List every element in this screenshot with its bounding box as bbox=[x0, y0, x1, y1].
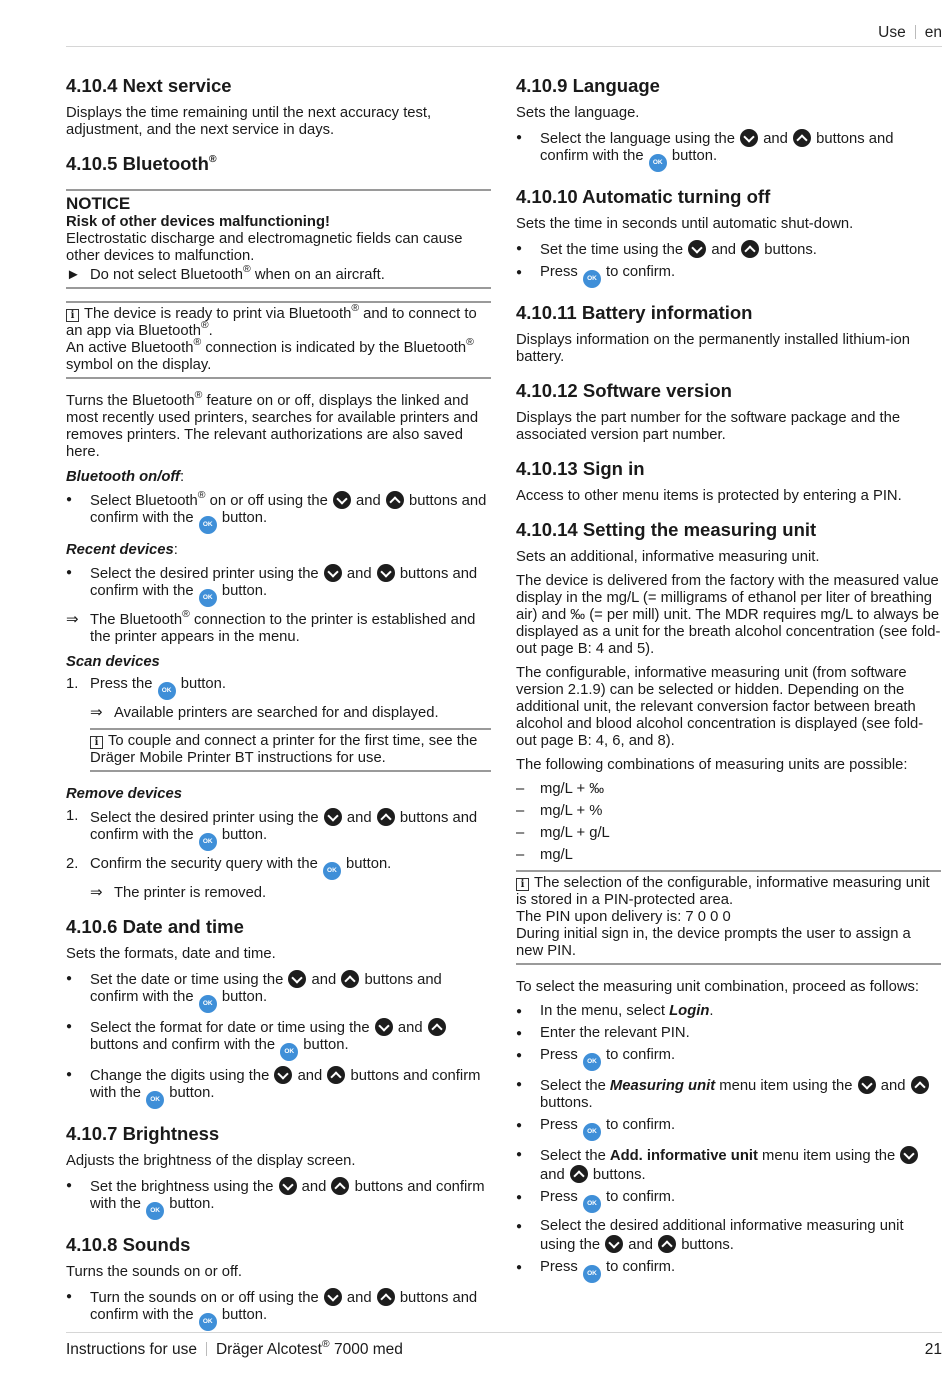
footer-model: 7000 med bbox=[329, 1341, 403, 1358]
step-text: Select the desired printer using the bbox=[90, 810, 323, 826]
list-item bbox=[66, 1066, 491, 1109]
step-text: and bbox=[876, 1078, 910, 1094]
down-button-icon bbox=[274, 1066, 292, 1084]
heading-sign-in: 4.10.13 Sign in bbox=[516, 458, 645, 479]
list-item bbox=[66, 676, 491, 700]
header-divider bbox=[915, 25, 916, 39]
down-button-icon bbox=[740, 129, 758, 147]
battery-text: Displays information on the permanently installed lithium-ion battery. bbox=[516, 332, 910, 365]
bluetooth-intro-text: Turns the Bluetooth bbox=[66, 393, 195, 409]
triangle-arrow-icon: ► bbox=[66, 267, 81, 283]
up-button-icon bbox=[793, 129, 811, 147]
step-text: and bbox=[342, 810, 376, 826]
step-text: Select the desired additional informative measuring unit using the bbox=[540, 1218, 904, 1253]
step-text: to confirm. bbox=[601, 264, 676, 280]
step-text: buttons and confirm with the bbox=[90, 1179, 485, 1212]
list-item bbox=[516, 1218, 941, 1254]
down-button-icon bbox=[375, 1018, 393, 1036]
info-icon: i bbox=[516, 878, 529, 891]
brightness-text: Adjusts the brightness of the display screen. bbox=[66, 1153, 356, 1169]
notice-text: Electrostatic discharge and electromagnetic fields can cause other devices to malfunction. bbox=[66, 231, 463, 264]
heading-bluetooth-text: 4.10.5 Bluetooth bbox=[66, 153, 209, 174]
step-text: Select the language using the bbox=[540, 131, 740, 147]
result-item bbox=[90, 705, 491, 722]
ok-button-icon: OK bbox=[583, 1195, 601, 1213]
step-text: Press the bbox=[90, 676, 157, 692]
subheading-remove-devices: Remove devices bbox=[66, 786, 182, 802]
heading-sounds: 4.10.8 Sounds bbox=[66, 1234, 191, 1255]
step-text: buttons. bbox=[760, 242, 817, 258]
step-text: button. bbox=[217, 1307, 268, 1323]
info-text: and to connect to an app via Bluetooth bbox=[66, 306, 477, 339]
info-line bbox=[66, 302, 491, 340]
info-box-printer bbox=[90, 728, 491, 772]
heading-auto-off: 4.10.10 Automatic turning off bbox=[516, 186, 771, 207]
step-text: buttons. bbox=[677, 1237, 734, 1253]
step-text: on or off using the bbox=[205, 493, 332, 509]
info-text: . bbox=[208, 323, 213, 339]
footer-divider bbox=[206, 1342, 207, 1356]
step-text: Press bbox=[540, 1189, 582, 1205]
info-text: An active Bluetooth bbox=[66, 340, 194, 356]
list-item bbox=[516, 1003, 941, 1020]
ok-button-icon: OK bbox=[199, 589, 217, 607]
left-column bbox=[66, 60, 491, 1336]
down-button-icon bbox=[377, 564, 395, 582]
step-text: and bbox=[540, 1167, 569, 1183]
step-text: to confirm. bbox=[601, 1117, 676, 1133]
up-button-icon bbox=[331, 1177, 349, 1195]
up-button-icon bbox=[658, 1235, 676, 1253]
ok-button-icon: OK bbox=[199, 1313, 217, 1331]
info-text: The device is ready to print via Bluetooth bbox=[84, 306, 352, 322]
notice-action-text: Do not select Bluetooth bbox=[90, 267, 243, 283]
measuring-unit-p3: The configurable, informative measuring unit (from software version 2.1.9) can be selected or hidden. Depending on the additional unit, the relevant conversion factor between breath alcohol and blood alcohol concentration is displayed (see fold-out page B: 4, 6, and 8). bbox=[516, 665, 924, 749]
step-text: Press bbox=[540, 1047, 582, 1063]
up-button-icon bbox=[911, 1076, 929, 1094]
info-box-pin bbox=[516, 870, 941, 965]
step-text: Set the time using the bbox=[540, 242, 688, 258]
step-text: Set the brightness using the bbox=[90, 1179, 278, 1195]
footer-doc-label: Instructions for use bbox=[66, 1341, 197, 1358]
notice-action bbox=[66, 263, 491, 284]
up-button-icon bbox=[377, 808, 395, 826]
step-text: and bbox=[759, 131, 793, 147]
result-arrow-icon: ⇒ bbox=[66, 612, 79, 628]
subheading-text: Recent devices bbox=[66, 542, 174, 558]
reg-mark: ® bbox=[182, 608, 190, 621]
info-text: To couple and connect a printer for the first time, see the Dräger Mobile Printer BT instructions for use. bbox=[90, 733, 478, 766]
step-text: button. bbox=[165, 1196, 215, 1212]
step-text: buttons and confirm with the bbox=[90, 810, 478, 843]
bluetooth-intro bbox=[66, 389, 491, 461]
list-item bbox=[516, 1146, 941, 1184]
result-item bbox=[90, 885, 491, 902]
step-text: buttons. bbox=[588, 1167, 646, 1183]
step-text: Change the digits using the bbox=[90, 1068, 274, 1084]
ok-button-icon: OK bbox=[649, 154, 667, 172]
footer-doc-title bbox=[66, 1337, 403, 1359]
notice-action-text: when on an aircraft. bbox=[250, 267, 385, 283]
list-item bbox=[516, 1259, 941, 1283]
step-text: and bbox=[307, 972, 341, 988]
down-button-icon bbox=[324, 808, 342, 826]
step-text: and bbox=[342, 1290, 376, 1306]
step-text: menu item using the bbox=[757, 1148, 900, 1164]
heading-brightness: 4.10.7 Brightness bbox=[66, 1123, 220, 1144]
up-button-icon bbox=[386, 491, 404, 509]
reg-mark: ® bbox=[194, 389, 203, 402]
software-text: Displays the part number for the software package and the associated version part number. bbox=[516, 410, 901, 443]
step-text: Press bbox=[540, 264, 582, 280]
step-text: to confirm. bbox=[601, 1189, 676, 1205]
combo-item: – mg/L + % bbox=[516, 803, 941, 820]
list-item bbox=[66, 1018, 491, 1061]
colon: : bbox=[173, 542, 178, 558]
step-text: button. bbox=[217, 989, 268, 1005]
ok-button-icon: OK bbox=[146, 1202, 164, 1220]
notice-risk: Risk of other devices malfunctioning! bbox=[66, 214, 330, 230]
step-text: button. bbox=[217, 510, 268, 526]
step-text: Press bbox=[540, 1259, 582, 1275]
date-time-text: Sets the formats, date and time. bbox=[66, 946, 276, 962]
step-text: buttons and confirm with the bbox=[90, 1037, 280, 1053]
step-text: button. bbox=[165, 1085, 215, 1101]
step-text: Select the format for date or time using the bbox=[90, 1020, 374, 1036]
reg-mark: ® bbox=[197, 489, 206, 502]
header-section bbox=[878, 24, 942, 42]
info-line bbox=[516, 875, 941, 909]
list-item bbox=[66, 1288, 491, 1331]
list-item bbox=[516, 1189, 941, 1213]
list-item bbox=[66, 491, 491, 534]
info-line: During initial sign in, the device prompts the user to assign a new PIN. bbox=[516, 926, 911, 959]
list-item bbox=[66, 564, 491, 607]
step-text: and bbox=[293, 1068, 327, 1084]
step-text: buttons and confirm with the bbox=[540, 131, 894, 164]
reg-mark: ® bbox=[200, 319, 209, 332]
step-text: buttons. bbox=[540, 1095, 593, 1111]
step-text: and bbox=[624, 1237, 658, 1253]
info-icon: i bbox=[66, 309, 79, 322]
list-item bbox=[66, 808, 491, 851]
down-button-icon bbox=[858, 1076, 876, 1094]
menu-term: Measuring unit bbox=[609, 1078, 716, 1094]
step-text: button. bbox=[667, 148, 718, 164]
up-button-icon bbox=[741, 240, 759, 258]
step-text: buttons and confirm with the bbox=[90, 566, 478, 599]
step-text: Select the desired printer using the bbox=[90, 566, 323, 582]
step-text: Select the bbox=[540, 1078, 610, 1094]
list-item bbox=[516, 129, 941, 172]
page-number: 21 bbox=[924, 1341, 942, 1358]
reg-mark: ® bbox=[321, 1337, 330, 1350]
ok-button-icon: OK bbox=[146, 1091, 164, 1109]
up-button-icon bbox=[327, 1066, 345, 1084]
step-number: 2. bbox=[66, 856, 79, 872]
notice-box bbox=[66, 189, 491, 289]
page-footer bbox=[66, 1332, 942, 1373]
step-text: button. bbox=[341, 856, 392, 872]
down-button-icon bbox=[324, 1288, 342, 1306]
header-language: en bbox=[924, 24, 942, 41]
ok-button-icon: OK bbox=[280, 1043, 298, 1061]
ok-button-icon: OK bbox=[158, 682, 176, 700]
list-item bbox=[516, 1047, 941, 1071]
language-text: Sets the language. bbox=[516, 105, 640, 121]
down-button-icon bbox=[333, 491, 351, 509]
heading-date-time: 4.10.6 Date and time bbox=[66, 916, 244, 937]
reg-mark: ® bbox=[208, 152, 217, 165]
step-text: buttons and confirm with the bbox=[90, 1068, 481, 1101]
right-column bbox=[516, 60, 941, 1288]
subheading-recent-devices bbox=[66, 542, 491, 559]
result-arrow-icon: ⇒ bbox=[90, 885, 103, 901]
colon: : bbox=[179, 469, 185, 485]
list-item bbox=[516, 1117, 941, 1141]
step-text: and bbox=[707, 242, 741, 258]
step-text: menu item using the bbox=[715, 1078, 857, 1094]
step-text: and bbox=[393, 1020, 427, 1036]
step-text: buttons and confirm with the bbox=[90, 972, 442, 1005]
step-text: and bbox=[297, 1179, 331, 1195]
up-button-icon bbox=[341, 970, 359, 988]
result-text: Available printers are searched for and displayed. bbox=[114, 705, 439, 721]
ok-button-icon: OK bbox=[199, 516, 217, 534]
step-text: Turn the sounds on or off using the bbox=[90, 1290, 323, 1306]
next-service-text: Displays the time remaining until the next accuracy test, adjustment, and the next service in days. bbox=[66, 105, 432, 138]
ok-button-icon: OK bbox=[323, 862, 341, 880]
step-text: button. bbox=[217, 583, 268, 599]
list-item bbox=[516, 240, 941, 259]
step-text: Press bbox=[540, 1117, 582, 1133]
step-text: to confirm. bbox=[601, 1259, 676, 1275]
combo-item: – mg/L + g/L bbox=[516, 825, 941, 842]
ok-button-icon: OK bbox=[199, 995, 217, 1013]
result-item bbox=[66, 608, 491, 646]
step-text: buttons and confirm with the bbox=[90, 493, 487, 526]
subheading-scan-devices: Scan devices bbox=[66, 654, 160, 670]
info-box-bluetooth bbox=[66, 301, 491, 379]
up-button-icon bbox=[570, 1165, 588, 1183]
subheading-bluetooth-onoff bbox=[66, 469, 491, 486]
heading-language: 4.10.9 Language bbox=[516, 75, 660, 96]
measuring-unit-p4: The following combinations of measuring units are possible: bbox=[516, 757, 908, 773]
sign-in-text: Access to other menu items is protected by entering a PIN. bbox=[516, 488, 902, 504]
result-text: connection to the printer is established and the printer appears in the menu. bbox=[90, 612, 476, 645]
step-text: button. bbox=[176, 676, 226, 692]
heading-software: 4.10.12 Software version bbox=[516, 380, 732, 401]
ok-button-icon: OK bbox=[583, 1123, 601, 1141]
info-text: symbol on the display. bbox=[66, 357, 212, 373]
measuring-unit-p2: The device is delivered from the factory with the measured value display in the mg/L (= milligrams of ethanol per liter of breathing air) and ‰ (= per mill) unit. The MDR requires mg/L to always be displayed as a unit for the breath alcohol concentration (see fold-out page B: 4 and 5). bbox=[516, 573, 941, 657]
combo-item: – mg/L + ‰ bbox=[516, 781, 941, 798]
ok-button-icon: OK bbox=[199, 833, 217, 851]
step-text: Set the date or time using the bbox=[90, 972, 288, 988]
info-text: The selection of the configurable, informative measuring unit is stored in a PIN-protected area. bbox=[516, 875, 930, 908]
result-arrow-icon: ⇒ bbox=[90, 705, 103, 721]
list-item bbox=[66, 1177, 491, 1220]
measuring-unit-p1: Sets an additional, informative measuring unit. bbox=[516, 549, 820, 565]
step-text: Select the bbox=[540, 1148, 610, 1164]
info-line: The PIN upon delivery is: 7 0 0 0 bbox=[516, 909, 731, 925]
up-button-icon bbox=[377, 1288, 395, 1306]
sounds-text: Turns the sounds on or off. bbox=[66, 1264, 243, 1280]
info-line bbox=[66, 336, 491, 374]
step-text: button. bbox=[299, 1037, 349, 1053]
list-item bbox=[66, 970, 491, 1013]
step-number: 1. bbox=[66, 676, 79, 692]
info-text: connection is indicated by the Bluetooth bbox=[201, 340, 467, 356]
down-button-icon bbox=[688, 240, 706, 258]
list-item bbox=[516, 264, 941, 288]
step-text: . bbox=[709, 1003, 714, 1019]
result-text: The Bluetooth bbox=[90, 612, 183, 628]
list-item bbox=[66, 856, 491, 880]
auto-off-text: Sets the time in seconds until automatic shut-down. bbox=[516, 216, 854, 232]
heading-next-service: 4.10.4 Next service bbox=[66, 75, 232, 96]
heading-battery: 4.10.11 Battery information bbox=[516, 302, 753, 323]
step-text: to confirm. bbox=[601, 1047, 676, 1063]
step-text: Confirm the security query with the bbox=[90, 856, 322, 872]
ok-button-icon: OK bbox=[583, 1053, 601, 1071]
down-button-icon bbox=[279, 1177, 297, 1195]
step-text: Select Bluetooth bbox=[90, 493, 198, 509]
footer-product: Dräger Alcotest bbox=[215, 1341, 322, 1358]
result-text: The printer is removed. bbox=[114, 885, 267, 901]
menu-term: Add. informative unit bbox=[609, 1148, 758, 1164]
bluetooth-intro-text: feature on or off, displays the linked and most recently used printers, searches for available printers and removes printers. The relevant authorizations are also saved here. bbox=[66, 393, 479, 460]
up-button-icon bbox=[428, 1018, 446, 1036]
subheading-text: Bluetooth on/off bbox=[66, 469, 180, 485]
heading-bluetooth bbox=[66, 153, 491, 175]
step-text: and bbox=[342, 566, 376, 582]
down-button-icon bbox=[900, 1146, 918, 1164]
down-button-icon bbox=[288, 970, 306, 988]
reg-mark: ® bbox=[243, 263, 251, 276]
menu-term: Login bbox=[669, 1003, 710, 1019]
list-item bbox=[516, 1076, 941, 1112]
measuring-unit-p5: To select the measuring unit combination, proceed as follows: bbox=[516, 979, 920, 995]
step-text: button. bbox=[217, 827, 268, 843]
page-header bbox=[66, 0, 942, 47]
down-button-icon bbox=[605, 1235, 623, 1253]
heading-measuring-unit: 4.10.14 Setting the measuring unit bbox=[516, 519, 817, 540]
reg-mark: ® bbox=[193, 336, 202, 349]
reg-mark: ® bbox=[351, 302, 360, 315]
reg-mark: ® bbox=[466, 336, 474, 349]
ok-button-icon: OK bbox=[583, 1265, 601, 1283]
down-button-icon bbox=[324, 564, 342, 582]
combo-item: – mg/L bbox=[516, 847, 941, 864]
info-icon: i bbox=[90, 736, 103, 749]
step-text: and bbox=[351, 493, 385, 509]
step-number: 1. bbox=[66, 808, 79, 824]
ok-button-icon: OK bbox=[583, 270, 601, 288]
notice-title: NOTICE bbox=[66, 194, 131, 213]
step-text: buttons and confirm with the bbox=[90, 1290, 478, 1323]
header-section-label: Use bbox=[878, 24, 906, 41]
list-item: ● Enter the relevant PIN. bbox=[516, 1025, 941, 1042]
step-text: In the menu, select bbox=[540, 1003, 670, 1019]
